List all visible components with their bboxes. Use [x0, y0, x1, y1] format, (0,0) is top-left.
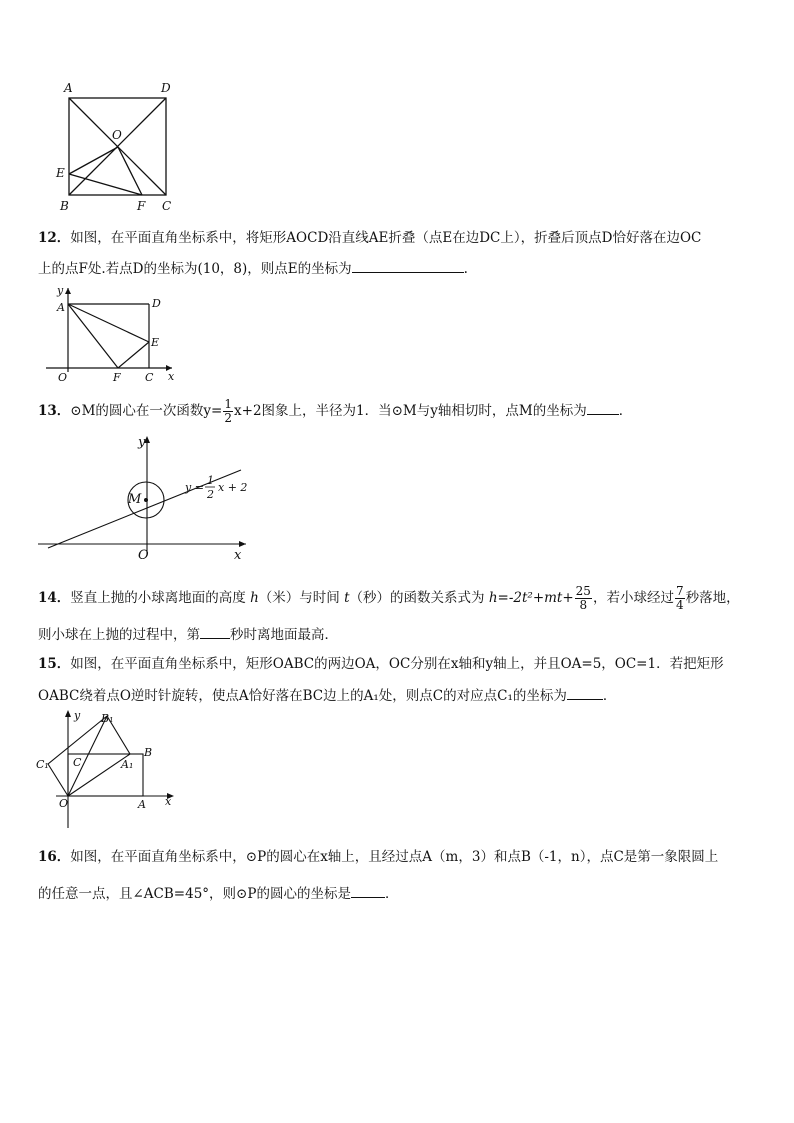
q13-label-x: x — [234, 548, 242, 563]
q14-formula: h=-2t²+mt+ — [488, 590, 574, 606]
q12-label-x: x — [168, 370, 175, 383]
q13-eq-num: 1 — [207, 474, 214, 487]
q15-label-A1: A₁ — [121, 758, 134, 771]
q12-label-F: F — [113, 371, 121, 384]
q12-label-y: y — [57, 284, 64, 297]
q15-label-B1: B₁ — [101, 712, 114, 725]
label-B: B — [60, 199, 69, 213]
q16-number: 16． — [38, 849, 71, 865]
q15-label-O: O — [59, 797, 69, 810]
q14-fraction-7-4: $\frac{7}{4}$ — [675, 584, 684, 612]
q13-label-y: y — [138, 435, 146, 450]
q12-label-D: D — [152, 297, 161, 310]
q15-line2: OABC绕着点O逆时针旋转，使点A恰好落在BC边上的A₁处，则点C的对应点C₁的坐标为 ． — [38, 685, 760, 706]
q13-figure — [36, 432, 252, 564]
q15-label-C1: C₁ — [36, 758, 49, 771]
q15-number: 15． — [38, 656, 71, 672]
q15-label-A: A — [138, 798, 146, 811]
q13-answer-blank[interactable] — [587, 400, 619, 415]
q13-eq-den: 2 — [207, 488, 214, 501]
q15-figure — [34, 708, 180, 832]
q13-eq-right: x + 2 — [218, 481, 248, 494]
q12-text-line2: 上的点F处.若点D的坐标为(10，8)，则点E的坐标为 — [38, 261, 352, 277]
q13-fraction: $\frac{1}{2}$ — [224, 397, 233, 425]
q15-label-B: B — [144, 746, 153, 759]
q16-answer-blank[interactable] — [351, 883, 385, 898]
q15-label-y: y — [74, 709, 81, 722]
q15-label-C: C — [73, 756, 82, 769]
q13-number: 13． — [38, 403, 71, 419]
q15-answer-blank[interactable] — [567, 685, 603, 700]
q16-line1: 16．如图，在平面直角坐标系中，⊙P的圆心在x轴上，且经过点A（m，3）和点B（-1，n），点C是第一象限圆上 — [38, 849, 719, 865]
label-D: D — [161, 81, 171, 95]
label-O: O — [112, 128, 122, 142]
label-E: E — [56, 166, 65, 180]
q12-label-A: A — [57, 301, 65, 314]
q12-line1 — [38, 228, 760, 248]
q13-label-M: M — [128, 492, 142, 507]
q12-answer-blank[interactable] — [352, 258, 464, 273]
q15-label-x: x — [165, 795, 172, 808]
q14-answer-blank[interactable] — [200, 624, 230, 639]
q12-label-O: O — [58, 371, 68, 384]
label-F: F — [137, 199, 146, 213]
q12-number: 12． — [38, 230, 71, 246]
q13-line: 13．⊙M的圆心在一次函数y= $\frac{1}{2}$ x+2图象上，半径为1．当⊙M与y轴相切时，点M的坐标为 ． — [38, 397, 633, 425]
q16-line2: 的任意一点，且∠ACB=45°，则⊙P的圆心的坐标是 ． — [38, 883, 760, 904]
q13-eq-left: y = — [185, 481, 204, 494]
q13-label-O: O — [138, 548, 149, 563]
q14-number: 14． — [38, 590, 71, 606]
q14-line2: 则小球在上抛的过程中，第 秒时离地面最高． — [38, 624, 760, 645]
label-C: C — [162, 199, 172, 213]
q12-label-E: E — [151, 336, 160, 349]
q12-figure — [44, 284, 184, 384]
q15-line1: 15．如图，在平面直角坐标系中，矩形OABC的两边OA，OC分别在x轴和y轴上，并且OA=5，OC=1．若把矩形 — [38, 656, 724, 672]
q12-text-line1: 如图，在平面直角坐标系中，将矩形AOCD沿直线AE折叠（点E在边DC上），折叠后顶点D恰好落在边OC — [70, 230, 702, 246]
q14-line1: 14．竖直上抛的小球离地面的高度 h（米）与时间 t（秒）的函数关系式为 h=-2t²+mt+ $\frac{25}{8}$ ，若小球经过 $\frac{7}{4}$ 秒落地， — [38, 584, 740, 612]
q12-line2: 上的点F处.若点D的坐标为(10，8)，则点E的坐标为 . — [38, 258, 760, 279]
q14-fraction-25-8: $\frac{25}{8}$ — [575, 584, 591, 612]
label-A: A — [64, 81, 73, 95]
square-figure — [50, 78, 185, 213]
q12-label-C: C — [145, 371, 154, 384]
